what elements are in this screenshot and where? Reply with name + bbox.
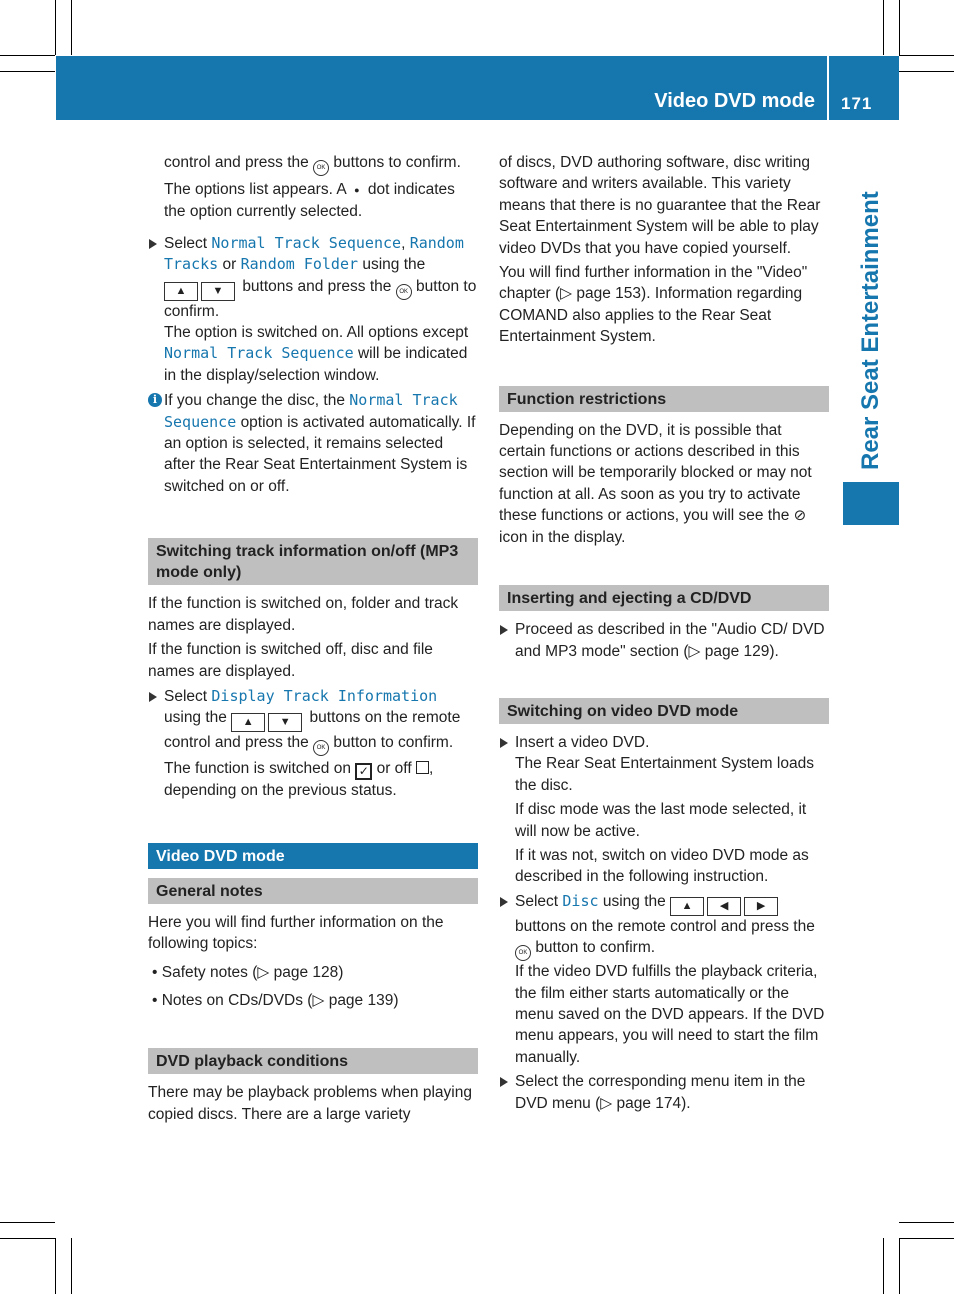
instruction-step: Select Disc using the ▲ ◀ ▶ buttons on the remote control and press the OK button to confirm. [499, 891, 829, 961]
section-heading: Switching track information on/off (MP3 mode only) [148, 538, 478, 585]
crop-mark [55, 0, 56, 55]
page-number: 171 [841, 94, 873, 113]
paragraph: control and press the OK buttons to confirm. [148, 152, 478, 176]
paragraph: If the function is switched on, folder and track names are displayed. [148, 595, 459, 634]
down-key-icon: ▼ [201, 282, 235, 301]
crop-mark [899, 71, 954, 72]
paragraph: If the function is switched off, disc and file names are displayed. [148, 641, 433, 680]
instruction-step: Insert a video DVD. [499, 732, 829, 753]
menu-option: Random Folder [240, 255, 359, 274]
crop-mark [883, 1238, 884, 1294]
crop-mark [899, 1238, 900, 1294]
chapter-tab-marker [843, 482, 899, 525]
section-heading: Switching on video DVD mode [499, 698, 829, 724]
page-title: Video DVD mode [654, 90, 815, 112]
info-icon: i [148, 393, 162, 407]
paragraph: Here you will find further information on the following topics: [148, 913, 444, 953]
ok-button-icon: OK [313, 740, 329, 756]
crop-mark [55, 1238, 56, 1294]
left-key-icon: ◀ [707, 897, 741, 916]
up-key-icon: ▲ [164, 282, 198, 301]
menu-option: Normal Track Sequence [164, 344, 354, 363]
instruction-step: Select Display Track Information using the ▲ ▼ buttons on the remote control and press the OK button to confirm. [148, 686, 478, 756]
section-heading: Function restrictions [499, 386, 829, 412]
result-text: The option is switched on. All options except Normal Track Sequence will be indicated in the display/selection window. [164, 324, 469, 384]
ok-button-icon: OK [396, 284, 412, 300]
crop-mark [71, 0, 72, 55]
menu-option: Normal Track Sequence [211, 233, 402, 252]
menu-option: Disc [562, 891, 599, 910]
up-key-icon: ▲ [231, 713, 265, 732]
crop-mark [0, 55, 55, 56]
crop-mark [0, 1222, 55, 1223]
section-heading: Video DVD mode [148, 843, 478, 869]
right-key-icon: ▶ [744, 897, 778, 916]
blocked-icon: ⊘ [793, 507, 807, 525]
down-key-icon: ▼ [268, 713, 302, 732]
result-text: The function is switched on ✓ or off , depending on the previous status. [164, 760, 434, 800]
dot-icon: ● [354, 185, 360, 195]
checkbox-checked-icon: ✓ [355, 763, 372, 780]
crop-mark [899, 55, 954, 56]
crop-mark [883, 0, 884, 55]
right-column [499, 152, 829, 1114]
result-text: If it was not, switch on video DVD mode as described in the following instruction. [515, 846, 809, 886]
crop-mark [71, 1238, 72, 1294]
instruction-step: Proceed as described in the "Audio CD/ DVD and MP3 mode" section (▷ page 129). [499, 619, 829, 662]
page-header [56, 56, 899, 120]
paragraph: There may be playback problems when playing copied discs. There are a large variety [148, 1084, 472, 1123]
paragraph: The options list appears. A ● dot indicates the option currently selected. [164, 181, 455, 221]
result-text: The Rear Seat Entertainment System loads the disc. [515, 755, 814, 794]
result-text: If the video DVD fulfills the playback criteria, the film either starts automatically or the menu saved on the DVD appears. If the DVD menu appears, you will need to start the film manually. [515, 963, 825, 1066]
crop-mark [0, 71, 55, 72]
paragraph: You will find further information in the "Video" chapter (▷ page 153). Information regarding COMAND also applies to the Rear Seat Entertainment System. [499, 264, 808, 346]
paragraph: of discs, DVD authoring software, disc writing software and writers available. This variety means that there is no guarantee that the Rear Seat Entertainment System will be able to play video DVDs that you have copied yourself. [499, 154, 821, 257]
menu-option: Random Tracks [164, 233, 464, 274]
ok-button-icon: OK [313, 160, 329, 176]
ok-button-icon: OK [515, 945, 531, 961]
instruction-step: Select the corresponding menu item in the DVD menu (▷ page 174). [499, 1071, 829, 1114]
crop-mark [899, 1238, 954, 1239]
list-item: • Notes on CDs/DVDs (▷ page 139) [152, 991, 399, 1009]
info-note: i If you change the disc, the Normal Track Sequence option is activated automatically. If an option is selected, it remains selected after the Rear Seat Entertainment System is switched on or off. [148, 390, 478, 497]
crop-mark [899, 1222, 954, 1223]
result-text: If disc mode was the last mode selected, it will now be active. [515, 801, 807, 840]
left-column [148, 152, 478, 1128]
list-item: • Safety notes (▷ page 128) [152, 963, 344, 981]
checkbox-empty-icon [416, 761, 429, 774]
paragraph: Depending on the DVD, it is possible that certain functions or actions described in this section will be temporarily blocked or may not function at all. As soon as you try to activate these functions or actions, you will see the ⊘ icon in the display. [499, 421, 812, 546]
section-heading: Inserting and ejecting a CD/DVD [499, 585, 829, 611]
header-divider [827, 56, 829, 120]
section-heading: General notes [148, 878, 478, 904]
crop-mark [0, 1238, 55, 1239]
section-heading: DVD playback conditions [148, 1048, 478, 1074]
menu-option: Normal Track Sequence [164, 391, 458, 431]
up-key-icon: ▲ [670, 897, 704, 916]
instruction-step: Select Normal Track Sequence, Random Tracks or Random Folder using the ▲ ▼ buttons and press the OK button to confirm. [148, 233, 478, 322]
crop-mark [899, 0, 900, 55]
chapter-tab-label: Rear Seat Entertainment [857, 191, 884, 470]
menu-option: Display Track Information [211, 686, 438, 705]
